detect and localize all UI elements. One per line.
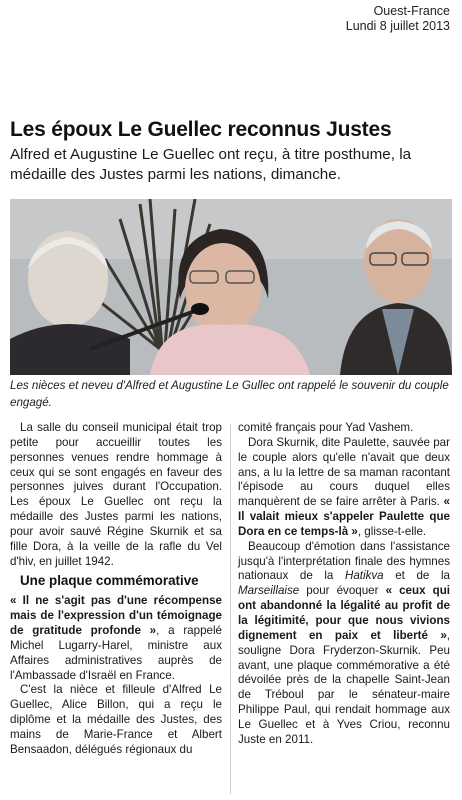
paragraph: comité français pour Yad Vashem. xyxy=(238,421,414,434)
quote: « Il ne s'agit pas d'une récompense mais de l'expression d'un témoignage de gratitude profonde » xyxy=(10,594,222,637)
newspaper-name: Ouest-France xyxy=(373,4,450,18)
publication-date: Lundi 8 juillet 2013 xyxy=(345,19,450,33)
anthem-name: Marseillaise xyxy=(238,584,300,598)
article-column-left xyxy=(10,421,222,758)
text-run: , glisse-t-elle. xyxy=(357,524,427,538)
paragraph xyxy=(238,540,450,748)
masthead xyxy=(346,4,450,34)
quote: « ceux qui ont abandonné la légalité au profit de la légitimité, pour que nous vivions dignement en paix et liberté » xyxy=(238,584,451,642)
text-run: et de la xyxy=(383,569,450,583)
text-run: , a rappelé Michel Lugarry-Harel, ministre aux Affaires administratives auprès de l'Ambassade d'Israël en France. xyxy=(10,623,222,682)
photo-caption: Les nièces et neveu d'Alfred et Augustine Le Gullec ont rappelé le souvenir du couple engagé. xyxy=(10,379,449,409)
paragraph: La salle du conseil municipal était trop petite pour accueillir toutes les personnes venues rendre hommage à ceux qui se sont engagés en faveur des personnes juives durant l'Occupation. Les époux Le Guellec ont reçu la médaille des Justes parmi les nations, pour avoir sauvé Régine Skurnik et sa fille Dora, à la veille de la rafle du Vel d'hiv, en juillet 1942. xyxy=(10,421,222,568)
text-run: pour évoquer xyxy=(299,584,386,598)
paragraph xyxy=(10,594,222,683)
text-run: Beaucoup d'émotion dans l'assistance jusqu'à l'interprétation finale des hymnes nationaux de la xyxy=(238,539,450,583)
text-run: Dora Skurnik, dite Paulette, sauvée par le couple alors qu'elle n'avait que deux ans, a lu la lettre de sa maman racontant l'épisode au cours duquel elles manquèrent de se faire arrêter à Paris. xyxy=(238,435,450,509)
quote: « Il valait mieux s'appeler Paulette que Dora en ce temps-là » xyxy=(238,495,450,538)
paragraph xyxy=(238,436,450,540)
article-column-right xyxy=(238,421,450,748)
article-subheading: Une plaque commémorative xyxy=(20,573,199,589)
photo-illustration xyxy=(10,199,452,375)
article-photo xyxy=(10,199,452,375)
text-run: , souligne Dora Fryderzon-Skurnik. Peu avant, une plaque commémorative a été dévoilée près de la chapelle Saint-Jean de Tréboul par le sénateur-maire Philippe Paul, qui rendait hommage aux Le Guellec et à Yves Criou, reconnu Juste en 2011. xyxy=(238,628,450,746)
article-headline: Les époux Le Guellec reconnus Justes xyxy=(10,118,392,141)
article-standfirst: Alfred et Augustine Le Guellec ont reçu, à titre posthume, la médaille des Justes parmi les nations, dimanche. xyxy=(10,146,412,183)
column-divider xyxy=(230,424,231,794)
paragraph: C'est la nièce et filleule d'Alfred Le Guellec, Alice Billon, qui a reçu le diplôme et la médaille des Justes, des mains de Marie-France et Albert Bensaadon, délégués régionaux du xyxy=(10,683,222,756)
anthem-name: Hatikva xyxy=(344,569,384,583)
